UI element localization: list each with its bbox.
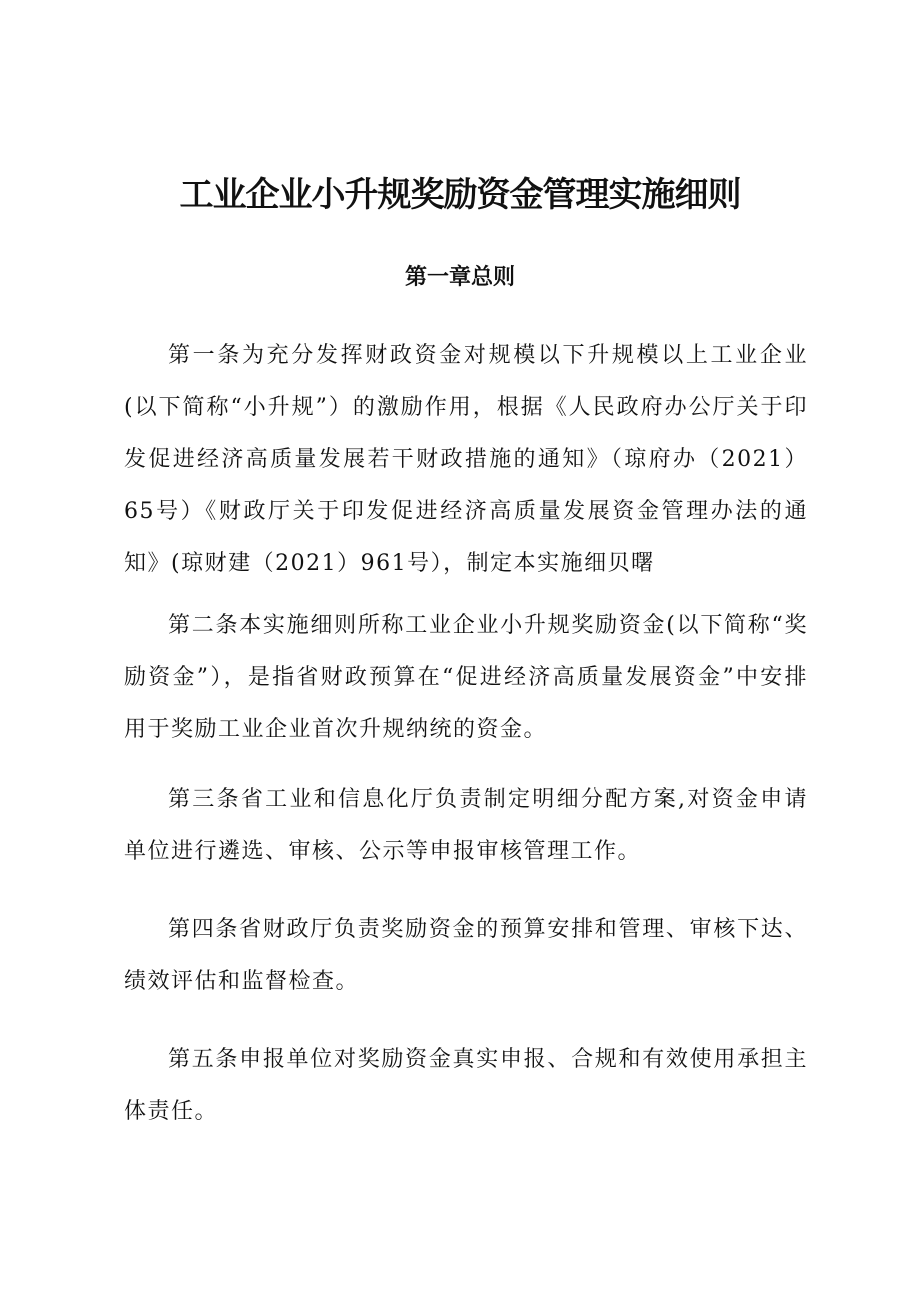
article-5: 第五条申报单位对奖励资金真实申报、合规和有效使用承担主体责任。 <box>124 1047 808 1124</box>
document-title: 工业企业小升规奖励资金管理实施细则 <box>179 175 741 215</box>
article-3: 第三条省工业和信息化厅负责制定明细分配方案,对资金申请单位进行遴选、审核、公示等申报审核管理工作。 <box>124 787 808 864</box>
article-1: 第一条为充分发挥财政资金对规模以下升规模以上工业企业(以下简称“小升规”）的激励作用，根据《人民政府办公厅关于印发促进经济高质量发展若干财政措施的通知》（琼府办（2021）65号）《财政厅关于印发促进经济高质量发展资金管理办法的通知》(琼财建（2021）961号），制定本实施细贝曙 <box>124 343 808 576</box>
article-4: 第四条省财政厅负责奖励资金的预算安排和管理、审核下达、绩效评估和监督检查。 <box>124 917 808 994</box>
chapter-heading: 第一章总则 <box>404 265 515 290</box>
article-2: 第二条本实施细则所称工业企业小升规奖励资金(以下简称“奖励资金”），是指省财政预算在“促进经济高质量发展资金”中安排用于奖励工业企业首次升规纳统的资金。 <box>124 613 808 742</box>
